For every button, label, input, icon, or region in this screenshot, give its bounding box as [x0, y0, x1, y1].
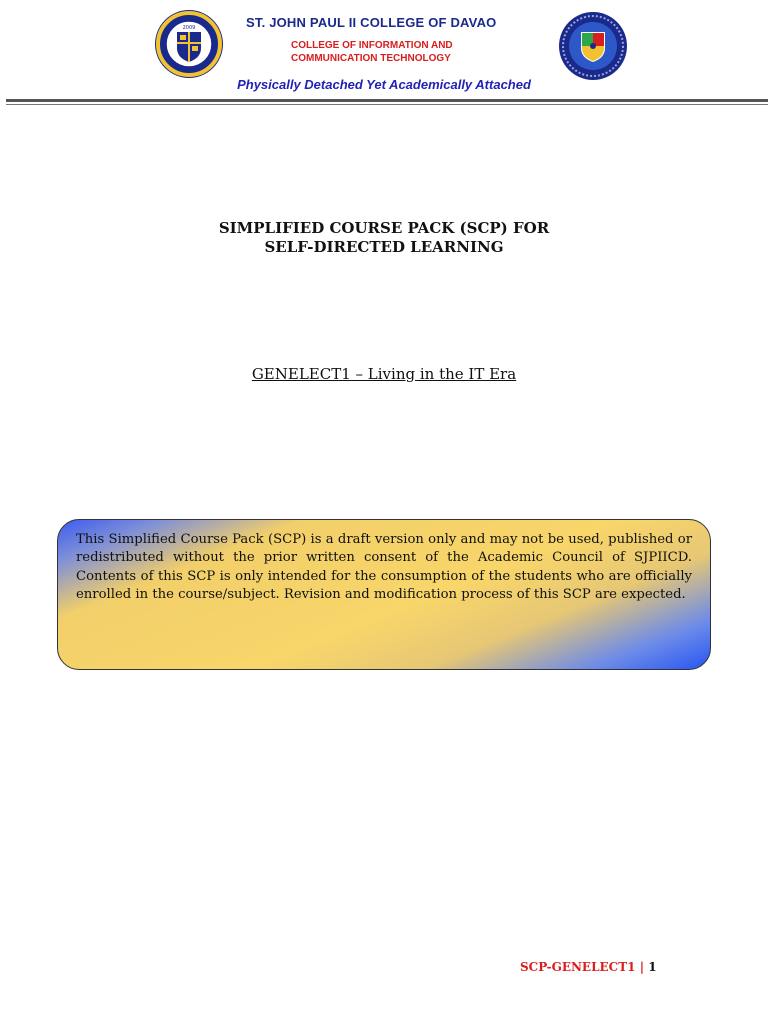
title-line-2: SELF-DIRECTED LEARNING	[264, 238, 504, 256]
department-line-1: COLLEGE OF INFORMATION AND	[291, 40, 453, 51]
college-name: ST. JOHN PAUL II COLLEGE OF DAVAO	[246, 15, 497, 30]
footer-separator: |	[639, 960, 645, 974]
page-footer	[520, 960, 720, 974]
department-seal-icon	[557, 10, 629, 82]
document-title	[0, 219, 768, 257]
course-title: GENELECT1 – Living in the IT Era	[251, 365, 517, 383]
page-number: 1	[648, 960, 657, 974]
header-divider	[6, 99, 768, 102]
department-line-2: COMMUNICATION TECHNOLOGY	[291, 53, 451, 64]
footer-code: SCP-GENELECT1	[520, 960, 636, 974]
svg-text:2009: 2009	[182, 25, 196, 31]
title-line-1: SIMPLIFIED COURSE PACK (SCP) FOR	[218, 219, 550, 237]
tagline: Physically Detached Yet Academically Attached	[237, 77, 531, 92]
draft-notice-text: This Simplified Course Pack (SCP) is a draft version only and may not be used, published or redistributed without the prior written consent of the Academic Council of SJPIICD. Contents of this SCP is only intended for the consumption of the students who are officially enrolled in the course/subject. Revision and modification process of this SCP are expected.	[76, 532, 692, 603]
draft-notice-box	[57, 519, 711, 670]
course-heading	[0, 365, 768, 383]
header-divider-thin	[6, 104, 768, 105]
page-header	[0, 0, 768, 110]
college-seal-icon	[153, 8, 225, 80]
department-name	[291, 39, 531, 65]
